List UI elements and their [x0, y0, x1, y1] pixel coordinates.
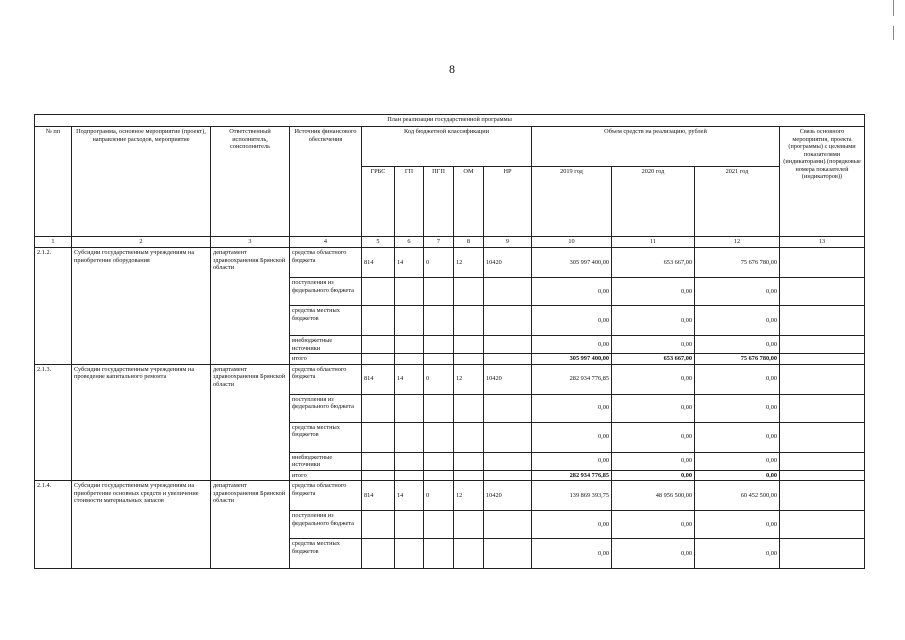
- code-grbs: 814: [362, 364, 395, 394]
- indicator-link: [780, 511, 865, 539]
- code-empty: [395, 336, 424, 354]
- table-title: План реализации государственной программы: [35, 115, 865, 127]
- amount-2019: 0,00: [532, 306, 612, 336]
- indicator-link: [780, 364, 865, 394]
- code-empty: [395, 278, 424, 306]
- column-number: 3: [211, 237, 290, 248]
- amount-2021: 0,00: [695, 364, 780, 394]
- table-row: [35, 481, 865, 511]
- code-pgp: 0: [424, 481, 454, 511]
- amount-2020: 653 667,00: [612, 354, 695, 365]
- table-row: [35, 364, 865, 394]
- amount-2020: 0,00: [612, 539, 695, 569]
- header-budget-code: Код бюджетной классификации: [362, 127, 532, 167]
- code-empty: [362, 422, 395, 452]
- code-pgp: 0: [424, 248, 454, 278]
- funding-source-label: поступления из федерального бюджета: [290, 394, 362, 422]
- amount-2021: 60 452 500,00: [695, 481, 780, 511]
- amount-2021: 75 676 780,00: [695, 248, 780, 278]
- code-empty: [424, 394, 454, 422]
- code-empty: [454, 452, 484, 470]
- code-empty: [484, 278, 532, 306]
- code-empty: [362, 336, 395, 354]
- measure-executor: департамент здравоохранения Брянской области: [211, 481, 290, 569]
- amount-2020: 0,00: [612, 452, 695, 470]
- amount-2020: 0,00: [612, 422, 695, 452]
- amount-2019: 0,00: [532, 539, 612, 569]
- column-number: 10: [532, 237, 612, 248]
- amount-2020: 0,00: [612, 364, 695, 394]
- column-number: 4: [290, 237, 362, 248]
- code-np: 10420: [484, 364, 532, 394]
- code-empty: [484, 354, 532, 365]
- funding-source-label: средства областного бюджета: [290, 248, 362, 278]
- header-year-2021: 2021 год: [695, 167, 780, 237]
- indicator-link: [780, 354, 865, 365]
- code-gp: 14: [395, 364, 424, 394]
- funding-source-label: поступления из федерального бюджета: [290, 278, 362, 306]
- code-empty: [362, 511, 395, 539]
- measure-executor: департамент здравоохранения Брянской области: [211, 364, 290, 481]
- code-empty: [454, 306, 484, 336]
- amount-2021: 75 676 780,00: [695, 354, 780, 365]
- code-empty: [454, 539, 484, 569]
- amount-2021: 0,00: [695, 470, 780, 481]
- code-empty: [424, 354, 454, 365]
- header-executor: Ответственный исполнитель, соисполнитель: [211, 127, 290, 237]
- table-row: [35, 248, 865, 278]
- code-empty: [454, 354, 484, 365]
- code-empty: [484, 470, 532, 481]
- header-grbs: ГРБС: [362, 167, 395, 237]
- measure-number: 2.1.3.: [35, 364, 72, 481]
- amount-2021: 0,00: [695, 539, 780, 569]
- indicator-link: [780, 422, 865, 452]
- column-number: 13: [780, 237, 865, 248]
- code-empty: [484, 539, 532, 569]
- program-plan-table: [34, 114, 865, 569]
- indicator-link: [780, 278, 865, 306]
- code-empty: [454, 336, 484, 354]
- code-empty: [362, 354, 395, 365]
- measure-executor: департамент здравоохранения Брянской области: [211, 248, 290, 365]
- code-om: 12: [454, 364, 484, 394]
- indicator-link: [780, 481, 865, 511]
- column-number: 5: [362, 237, 395, 248]
- funding-source-label: средства областного бюджета: [290, 481, 362, 511]
- indicator-link: [780, 394, 865, 422]
- code-gp: 14: [395, 481, 424, 511]
- amount-2019: 0,00: [532, 422, 612, 452]
- code-np: 10420: [484, 481, 532, 511]
- code-empty: [454, 511, 484, 539]
- code-empty: [424, 511, 454, 539]
- column-number: 6: [395, 237, 424, 248]
- code-np: 10420: [484, 248, 532, 278]
- header-pgp: ПГП: [424, 167, 454, 237]
- header-source: Источник финансового обеспечения: [290, 127, 362, 237]
- column-number: 1: [35, 237, 72, 248]
- code-empty: [424, 422, 454, 452]
- code-empty: [395, 539, 424, 569]
- amount-2021: 0,00: [695, 394, 780, 422]
- measure-name: Субсидии государственным учреждениям на проведение капитального ремонта: [72, 364, 211, 481]
- indicator-link: [780, 336, 865, 354]
- header-subprogram: Подпрограмма, основное мероприятие (проект), направление расходов, мероприятие: [72, 127, 211, 237]
- header-np: НР: [484, 167, 532, 237]
- code-empty: [484, 511, 532, 539]
- indicator-link: [780, 452, 865, 470]
- amount-2019: 139 869 393,75: [532, 481, 612, 511]
- measure-name: Субсидии государственным учреждениям на приобретение оборудования: [72, 248, 211, 365]
- code-empty: [395, 306, 424, 336]
- code-empty: [362, 394, 395, 422]
- scan-edge-mark: [893, 26, 894, 40]
- code-empty: [395, 394, 424, 422]
- funding-source-label: средства местных бюджетов: [290, 422, 362, 452]
- code-empty: [454, 278, 484, 306]
- funding-source-label: средства областного бюджета: [290, 364, 362, 394]
- amount-2021: 0,00: [695, 336, 780, 354]
- amount-2020: 0,00: [612, 306, 695, 336]
- header-gp: ГП: [395, 167, 424, 237]
- code-grbs: 814: [362, 248, 395, 278]
- code-empty: [484, 452, 532, 470]
- amount-2019: 282 934 776,85: [532, 470, 612, 481]
- amount-2019: 0,00: [532, 452, 612, 470]
- code-empty: [424, 306, 454, 336]
- amount-2020: 0,00: [612, 278, 695, 306]
- code-empty: [454, 470, 484, 481]
- code-empty: [395, 354, 424, 365]
- code-empty: [454, 394, 484, 422]
- funding-source-label: внебюджетные источники: [290, 336, 362, 354]
- funding-source-label: внебюджетные источники: [290, 452, 362, 470]
- code-empty: [484, 336, 532, 354]
- code-empty: [484, 394, 532, 422]
- amount-2021: 0,00: [695, 422, 780, 452]
- amount-2020: 0,00: [612, 470, 695, 481]
- amount-2019: 305 997 400,00: [532, 248, 612, 278]
- indicator-link: [780, 470, 865, 481]
- funding-source-label: итого: [290, 470, 362, 481]
- amount-2019: 0,00: [532, 278, 612, 306]
- code-empty: [395, 511, 424, 539]
- code-empty: [484, 306, 532, 336]
- funding-source-label: средства местных бюджетов: [290, 306, 362, 336]
- code-empty: [484, 422, 532, 452]
- code-pgp: 0: [424, 364, 454, 394]
- amount-2021: 0,00: [695, 511, 780, 539]
- code-empty: [395, 452, 424, 470]
- header-year-2019: 2019 год: [532, 167, 612, 237]
- amount-2019: 305 997 400,00: [532, 354, 612, 365]
- measure-number: 2.1.4.: [35, 481, 72, 569]
- column-number: 11: [612, 237, 695, 248]
- column-number-row: [35, 237, 865, 248]
- column-number: 2: [72, 237, 211, 248]
- measure-number: 2.1.2.: [35, 248, 72, 365]
- indicator-link: [780, 306, 865, 336]
- indicator-link: [780, 539, 865, 569]
- code-empty: [454, 422, 484, 452]
- amount-2019: 282 934 776,85: [532, 364, 612, 394]
- code-gp: 14: [395, 248, 424, 278]
- code-empty: [362, 452, 395, 470]
- amount-2021: 0,00: [695, 306, 780, 336]
- indicator-link: [780, 248, 865, 278]
- funding-source-label: средства местных бюджетов: [290, 539, 362, 569]
- amount-2019: 0,00: [532, 394, 612, 422]
- funding-source-label: итого: [290, 354, 362, 365]
- amount-2019: 0,00: [532, 511, 612, 539]
- header-om: ОМ: [454, 167, 484, 237]
- code-empty: [362, 306, 395, 336]
- amount-2020: 653 667,00: [612, 248, 695, 278]
- amount-2019: 0,00: [532, 336, 612, 354]
- code-empty: [362, 470, 395, 481]
- amount-2020: 48 956 500,00: [612, 481, 695, 511]
- header-year-2020: 2020 год: [612, 167, 695, 237]
- header-volume: Объем средств на реализацию, рублей: [532, 127, 780, 167]
- code-empty: [424, 452, 454, 470]
- code-empty: [424, 336, 454, 354]
- code-om: 12: [454, 248, 484, 278]
- column-number: 7: [424, 237, 454, 248]
- scan-edge-mark: [893, 0, 894, 16]
- code-empty: [362, 278, 395, 306]
- code-om: 12: [454, 481, 484, 511]
- amount-2020: 0,00: [612, 394, 695, 422]
- header-link: Связь основного мероприятия, проекта (программы) с целевыми показателями (индикаторами) (порядковые номера показателей (индикаторов)): [780, 127, 865, 237]
- amount-2020: 0,00: [612, 511, 695, 539]
- amount-2021: 0,00: [695, 278, 780, 306]
- code-empty: [362, 539, 395, 569]
- code-grbs: 814: [362, 481, 395, 511]
- code-empty: [424, 539, 454, 569]
- header-num: № пп: [35, 127, 72, 237]
- page-number: 8: [449, 62, 455, 76]
- code-empty: [424, 470, 454, 481]
- code-empty: [395, 470, 424, 481]
- amount-2020: 0,00: [612, 336, 695, 354]
- measure-name: Субсидии государственным учреждениям на приобретение основных средств и увеличение стоимости материальных запасов: [72, 481, 211, 569]
- code-empty: [395, 422, 424, 452]
- code-empty: [424, 278, 454, 306]
- column-number: 9: [484, 237, 532, 248]
- funding-source-label: поступления из федерального бюджета: [290, 511, 362, 539]
- amount-2021: 0,00: [695, 452, 780, 470]
- column-number: 12: [695, 237, 780, 248]
- column-number: 8: [454, 237, 484, 248]
